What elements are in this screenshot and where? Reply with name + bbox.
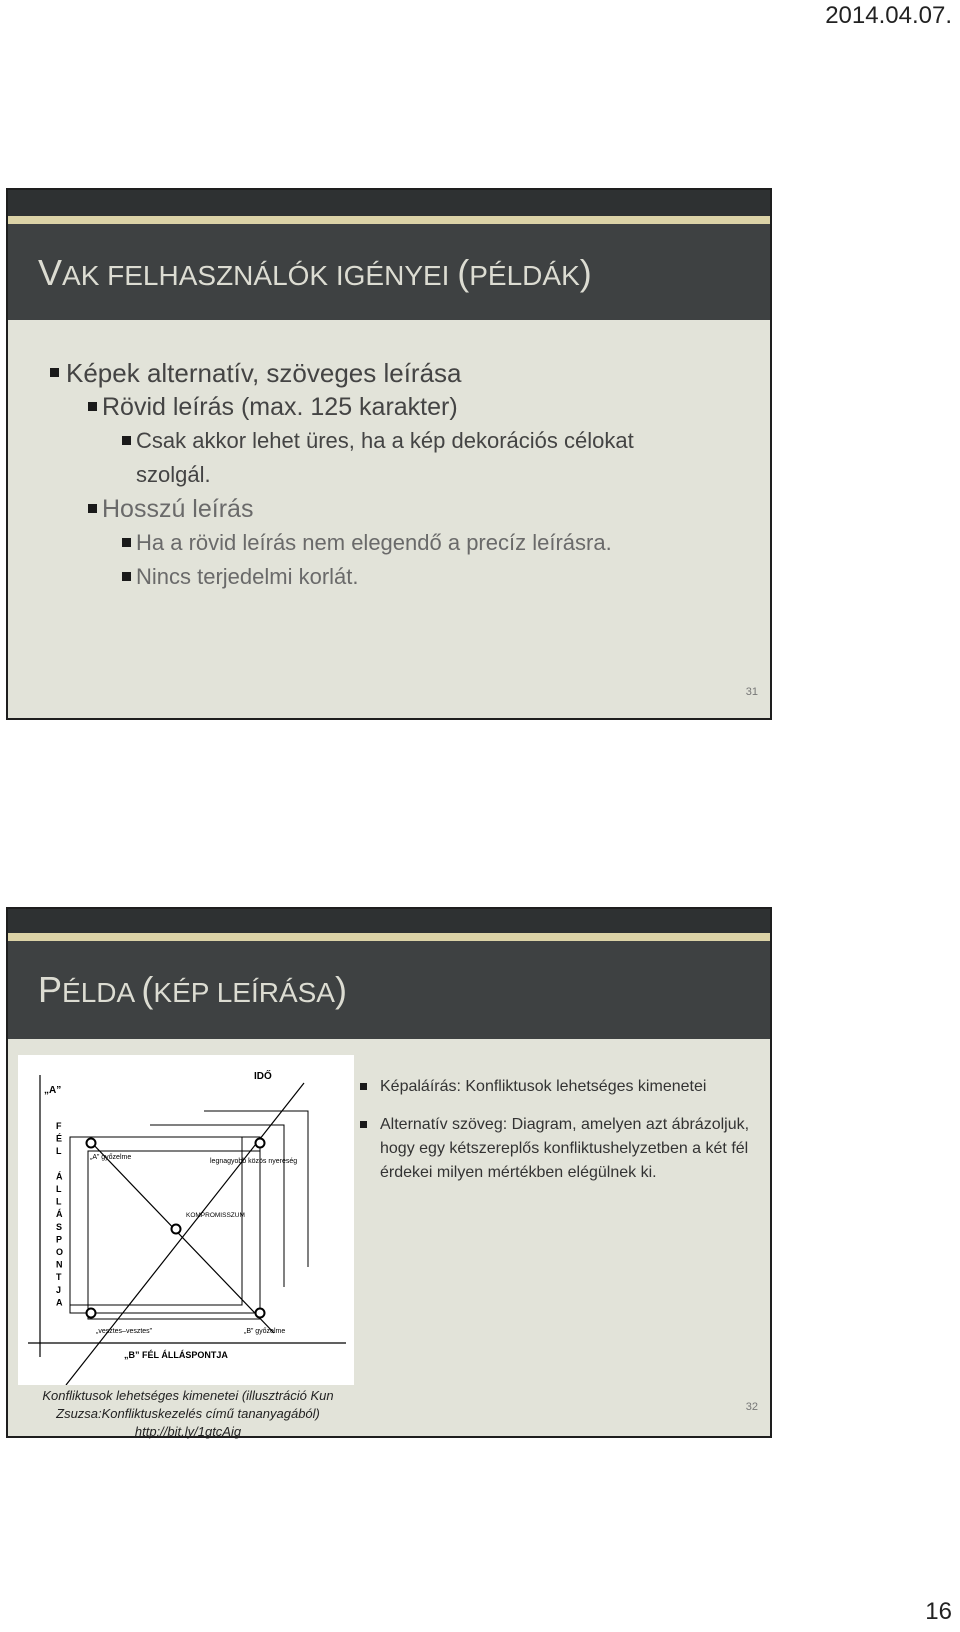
bullet-item: Alternatív szöveg: Diagram, amelyen azt ábrázoljuk, hogy egy kétszereplős konfliktushelyzetben a két fél érdekei milyen mértékben elégülnek ki.: [360, 1113, 760, 1185]
axis-letter: S: [56, 1221, 63, 1232]
slide-top-band: [8, 909, 770, 933]
title-part: ): [334, 969, 347, 1010]
a-party-label: „A”: [44, 1085, 62, 1096]
title-part: ): [579, 252, 592, 293]
axis-letter: O: [56, 1247, 64, 1257]
lose-lose-label: „vesztes–vesztes”: [96, 1328, 153, 1335]
diagram-svg: [18, 1055, 354, 1385]
bullet-item: Csak akkor lehet üres, ha a kép dekorációs célokat szolgál.: [122, 424, 676, 492]
time-label: IDŐ: [254, 1071, 272, 1082]
axis-letter: Á: [56, 1209, 63, 1220]
compromise-point: [172, 1225, 181, 1234]
axis-letter: T: [56, 1272, 62, 1283]
caption-line: Konfliktusok lehetséges kimenetei (illusztráció Kun: [42, 1388, 334, 1403]
slide-title-bar: [8, 224, 770, 320]
slide-32: [6, 907, 772, 1438]
axis-letter: P: [56, 1234, 63, 1245]
page-number: 16: [925, 1598, 952, 1625]
bullet-item: Rövid leírás (max. 125 karakter): [88, 390, 750, 424]
bullet-item: Képek alternatív, szöveges leírása: [52, 356, 750, 390]
b-win-label: „B” győzelme: [244, 1328, 286, 1335]
slide-number: 32: [745, 1401, 758, 1413]
compromise-label: KOMPROMISSZUM: [186, 1212, 245, 1219]
slide-title: [38, 969, 347, 1011]
title-part: PÉLDÁK: [469, 260, 580, 291]
slide-top-band: [8, 190, 770, 216]
caption-line: Zsuzsa:Konfliktuskezelés című tananyagából): [56, 1406, 320, 1421]
axis-letter: Á: [56, 1171, 63, 1182]
common-good-label: legnagyobb közös nyereség: [210, 1158, 298, 1165]
common-good-point: [256, 1139, 265, 1148]
bullet-item: Ha a rövid leírás nem elegendő a precíz leírásra.: [122, 526, 750, 560]
bullet-item: Képaláírás: Konfliktusok lehetséges kimenetei: [360, 1075, 760, 1099]
b-win-point: [256, 1309, 265, 1318]
slide-number: 31: [745, 686, 758, 698]
frame-3: [88, 1151, 260, 1319]
a-win-label: „A” győzelme: [90, 1154, 132, 1161]
axis-letter: É: [56, 1133, 63, 1144]
axis-letter: F: [56, 1121, 62, 1131]
slide-accent-stripe: [8, 216, 770, 224]
caption-link: http://bit.ly/1gtcAig: [134, 1424, 242, 1439]
axis-letter: N: [56, 1259, 63, 1270]
slide-31: [6, 188, 772, 720]
bullet-item: Hosszú leírás: [88, 492, 750, 526]
slide-title: [38, 252, 592, 294]
title-part: P: [38, 969, 63, 1010]
description-bullets: [360, 1075, 760, 1199]
title-part: AK FELHASZNÁLÓK IGÉNYEI: [62, 260, 458, 291]
title-part: (: [457, 252, 470, 293]
axis-letter: L: [56, 1184, 62, 1194]
lose-lose-point: [87, 1309, 96, 1318]
title-part: (: [141, 969, 154, 1010]
b-axis-label: „B” FÉL ÁLLÁSPONTJA: [124, 1350, 228, 1360]
title-part: ÉLDA: [62, 977, 142, 1008]
axis-letter: L: [56, 1146, 62, 1157]
axis-letter: A: [56, 1297, 63, 1308]
bullet-item: Nincs terjedelmi korlát.: [122, 560, 750, 594]
a-win-point: [87, 1139, 96, 1148]
title-part: KÉP LEÍRÁSA: [153, 977, 335, 1008]
slide-accent-stripe: [8, 933, 770, 941]
vertical-axis-letters: [56, 1121, 63, 1307]
page-date: 2014.04.07.: [825, 2, 952, 29]
title-part: V: [38, 252, 63, 293]
axis-letter: L: [56, 1196, 62, 1207]
conflict-outcomes-diagram: [18, 1055, 354, 1385]
image-caption: [28, 1387, 348, 1441]
bullet-list: [52, 356, 750, 594]
axis-letter: J: [56, 1284, 62, 1295]
slide-title-bar: [8, 941, 770, 1039]
